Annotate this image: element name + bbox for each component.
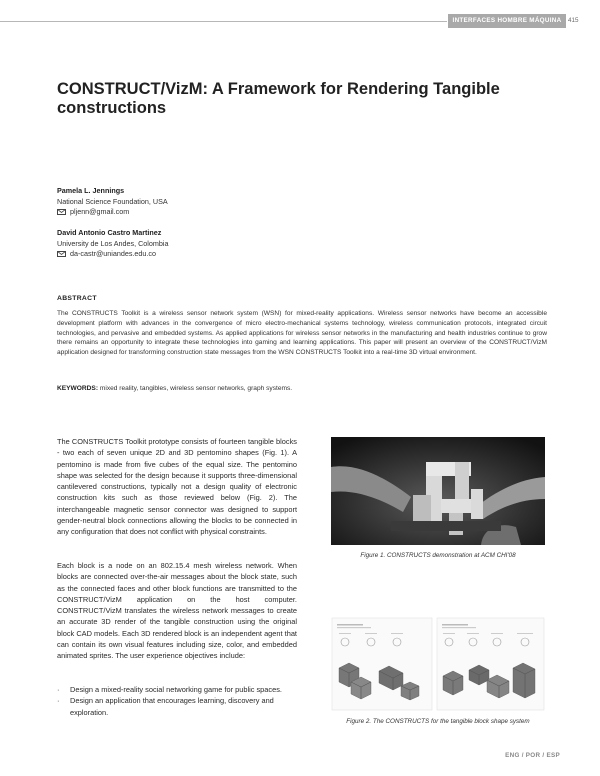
author-affiliation: National Science Foundation, USA xyxy=(57,196,168,206)
author-email[interactable]: da-castr@uniandes.edu.co xyxy=(70,249,157,258)
section-tab: INTERFACES HOMBRE MÁQUINA xyxy=(448,14,566,28)
figure-1-caption: Figure 1. CONSTRUCTS demonstration at ACM CHI'08 xyxy=(360,552,516,559)
abstract-text: The CONSTRUCTS Toolkit is a wireless sensor network system (WSN) for mixed-reality applications. Wireless sensor networks have become an accessible development platform with advances in the convergence of micro electro-mechanical systems technology, wireless communication protocols, integrated circuit technologies, and pervasive and embedded systems. As applied applications for wireless sensor networks in the manufacturing and health industries continue to grow there remains an opportunity to integrate these technologies into gaming and learning applications. This paper will present an overview of the CONSTRUCT/VizM application designed for transforming construction state messages from the WSN CONSTRUCTS Toolkit into a real-time 3D virtual environment. xyxy=(57,310,547,357)
list-item xyxy=(57,684,297,695)
list-item xyxy=(57,695,297,718)
keywords-label: KEYWORDS: xyxy=(57,385,99,392)
figure-1-photo xyxy=(331,437,545,545)
running-header xyxy=(0,14,600,28)
figure-2-caption: Figure 2. The CONSTRUCTS for the tangible block shape system xyxy=(346,718,530,725)
author-block xyxy=(57,228,357,260)
header-rule xyxy=(0,21,447,22)
author-affiliation: University de Los Andes, Colombia xyxy=(57,238,169,248)
keywords-list: mixed reality, tangibles, wireless sensor networks, graph systems. xyxy=(98,385,293,392)
author-email[interactable]: pljenn@gmail.com xyxy=(70,207,130,216)
block-shapes-illustration xyxy=(331,616,545,712)
language-switcher[interactable]: ENG / POR / ESP xyxy=(505,752,560,759)
mail-icon xyxy=(57,209,66,215)
page-number: 415 xyxy=(568,17,579,24)
paper-title: CONSTRUCT/VizM: A Framework for Rendering Tangible constructions xyxy=(57,80,500,117)
author-name: Pamela L. Jennings xyxy=(57,186,125,195)
bullet-icon: · xyxy=(57,685,60,694)
keywords xyxy=(57,384,547,394)
figure-2-diagram xyxy=(331,616,545,712)
abstract-heading: ABSTRACT xyxy=(57,295,97,302)
bullet-icon: · xyxy=(57,696,60,706)
mail-icon xyxy=(57,251,66,257)
demonstration-photo xyxy=(331,437,545,545)
body-paragraph: Each block is a node on an 802.15.4 mesh wireless network. When blocks are connected over-the-air messages about the block state, such as the connected faces and other block functions are transmitted to the CONSTRUCT/VizM application on the host computer. CONSTRUCT/VizM translates the wireless network messages to create an accurate 3D render of the tangible construction using the original block CAD models. Each 3D rendered block is an independent agent that can contain its own visual features including size, color, and embedded animated sprites. The user experience objectives include: xyxy=(57,561,297,661)
objectives-list xyxy=(57,684,297,718)
body-paragraph: The CONSTRUCTS Toolkit prototype consists of fourteen tangible blocks - two each of seven unique 2D and 3D pentomino shapes (Fig. 1). A pentomino is made from five cubes of the equal size. The pentomino shape was selected for the design because it supports three-dimensional cantilevered constructions, typically not a design quality of electronic construction kits such as those reviewed below (Fig. 2). The interchangeable magnetic sensor connector was designed to support gender-neutral block connections allowing the blocks to be connected in any configuration that does not conflict with physical constraints. xyxy=(57,437,297,537)
author-block xyxy=(57,186,357,218)
author-email-row xyxy=(57,249,357,260)
list-item-text: Design a mixed-reality social networking game for public spaces. xyxy=(70,685,282,694)
list-item-text: Design an application that encourages learning, discovery and exploration. xyxy=(70,696,274,717)
author-email-row xyxy=(57,207,357,218)
author-name: David Antonio Castro Martinez xyxy=(57,228,162,237)
